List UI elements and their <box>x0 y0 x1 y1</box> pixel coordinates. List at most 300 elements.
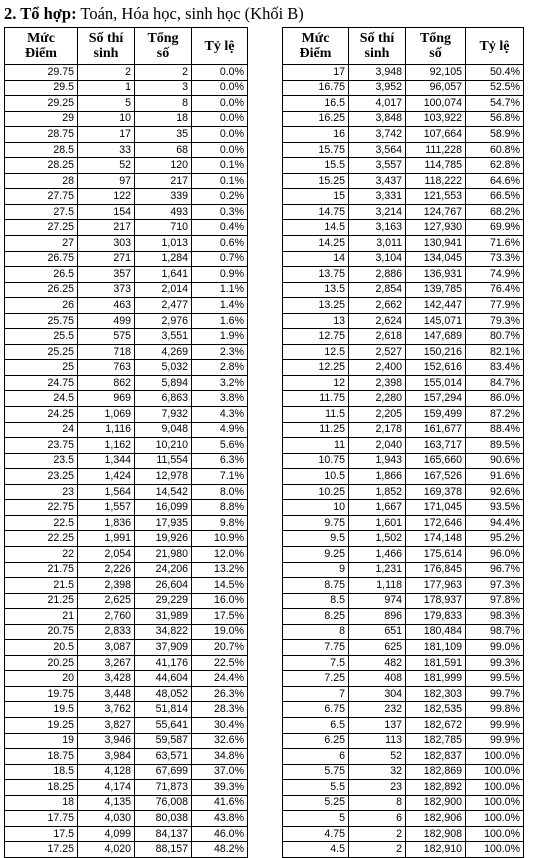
cell-total: 35 <box>135 127 192 143</box>
cell-count: 1,424 <box>78 469 135 485</box>
cell-score: 26.5 <box>5 267 78 283</box>
table-row <box>5 484 248 500</box>
table-row <box>283 655 524 671</box>
cell-ratio: 13.2% <box>192 562 248 578</box>
cell-score: 17 <box>283 65 349 81</box>
cell-score: 10.5 <box>283 469 349 485</box>
table-header-right <box>283 28 524 65</box>
cell-score: 28 <box>5 173 78 189</box>
cell-score: 6 <box>283 749 349 765</box>
table-row <box>5 344 248 360</box>
cell-count: 1,667 <box>349 500 406 516</box>
cell-total: 84,137 <box>135 826 192 842</box>
cell-count: 1,557 <box>78 500 135 516</box>
table-row <box>5 158 248 174</box>
table-row <box>5 795 248 811</box>
cell-ratio: 8.0% <box>192 484 248 500</box>
cell-count: 3,952 <box>349 80 406 96</box>
table-row <box>283 484 524 500</box>
cell-ratio: 6.3% <box>192 453 248 469</box>
cell-count: 1,991 <box>78 531 135 547</box>
cell-count: 17 <box>78 127 135 143</box>
cell-ratio: 100.0% <box>466 780 524 796</box>
cell-count: 2,205 <box>349 407 406 423</box>
cell-count: 625 <box>349 640 406 656</box>
cell-count: 4,099 <box>78 826 135 842</box>
cell-ratio: 99.9% <box>466 717 524 733</box>
section-title <box>4 3 304 25</box>
cell-score: 23.25 <box>5 469 78 485</box>
table-row <box>5 267 248 283</box>
cell-total: 24,206 <box>135 562 192 578</box>
cell-score: 21 <box>5 609 78 625</box>
cell-total: 17,935 <box>135 515 192 531</box>
cell-ratio: 0.1% <box>192 158 248 174</box>
cell-count: 97 <box>78 173 135 189</box>
cell-total: 182,303 <box>406 686 466 702</box>
cell-total: 182,785 <box>406 733 466 749</box>
cell-count: 5 <box>78 96 135 112</box>
cell-count: 3,557 <box>349 158 406 174</box>
cell-total: 55,641 <box>135 717 192 733</box>
cell-total: 118,222 <box>406 173 466 189</box>
cell-ratio: 89.5% <box>466 438 524 454</box>
cell-ratio: 98.3% <box>466 609 524 625</box>
cell-ratio: 100.0% <box>466 842 524 858</box>
cell-score: 16.5 <box>283 96 349 112</box>
table-row <box>283 158 524 174</box>
cell-ratio: 48.2% <box>192 842 248 858</box>
cell-score: 5.25 <box>283 795 349 811</box>
table-row <box>283 764 524 780</box>
cell-count: 4,135 <box>78 795 135 811</box>
table-row <box>5 391 248 407</box>
cell-ratio: 100.0% <box>466 811 524 827</box>
cell-score: 24.5 <box>5 391 78 407</box>
cell-count: 408 <box>349 671 406 687</box>
cell-score: 7.5 <box>283 655 349 671</box>
cell-total: 107,664 <box>406 127 466 143</box>
table-row <box>283 717 524 733</box>
cell-count: 2,226 <box>78 562 135 578</box>
cell-ratio: 100.0% <box>466 764 524 780</box>
cell-ratio: 22.5% <box>192 655 248 671</box>
section-title-prefix: 2. Tổ hợp: <box>4 4 77 23</box>
cell-total: 182,535 <box>406 702 466 718</box>
cell-total: 18 <box>135 111 192 127</box>
cell-score: 27.25 <box>5 220 78 236</box>
cell-count: 2,398 <box>349 375 406 391</box>
cell-score: 18.5 <box>5 764 78 780</box>
cell-total: 2,477 <box>135 298 192 314</box>
cell-total: 51,814 <box>135 702 192 718</box>
cell-total: 150,216 <box>406 344 466 360</box>
cell-ratio: 0.3% <box>192 204 248 220</box>
cell-score: 29.5 <box>5 80 78 96</box>
table-row <box>283 127 524 143</box>
cell-total: 1,284 <box>135 251 192 267</box>
cell-ratio: 32.6% <box>192 733 248 749</box>
cell-total: 339 <box>135 189 192 205</box>
table-row <box>283 65 524 81</box>
cell-total: 217 <box>135 173 192 189</box>
table-row <box>5 671 248 687</box>
cell-score: 29.25 <box>5 96 78 112</box>
table-row <box>283 111 524 127</box>
cell-count: 4,174 <box>78 780 135 796</box>
cell-count: 232 <box>349 702 406 718</box>
cell-total: 165,660 <box>406 453 466 469</box>
cell-total: 159,499 <box>406 407 466 423</box>
cell-score: 13.25 <box>283 298 349 314</box>
cell-total: 172,646 <box>406 515 466 531</box>
table-row <box>283 391 524 407</box>
cell-total: 5,032 <box>135 360 192 376</box>
cell-count: 8 <box>349 795 406 811</box>
cell-ratio: 99.0% <box>466 640 524 656</box>
cell-total: 103,922 <box>406 111 466 127</box>
cell-score: 21.5 <box>5 578 78 594</box>
cell-ratio: 52.5% <box>466 80 524 96</box>
cell-total: 71,873 <box>135 780 192 796</box>
cell-total: 92,105 <box>406 65 466 81</box>
cell-ratio: 79.3% <box>466 313 524 329</box>
cell-ratio: 26.3% <box>192 686 248 702</box>
table-row <box>283 671 524 687</box>
cell-count: 2,833 <box>78 624 135 640</box>
cell-ratio: 71.6% <box>466 236 524 252</box>
table-row <box>5 220 248 236</box>
cell-total: 111,228 <box>406 142 466 158</box>
cell-ratio: 46.0% <box>192 826 248 842</box>
cell-total: 67,699 <box>135 764 192 780</box>
cell-ratio: 0.9% <box>192 267 248 283</box>
cell-total: 182,869 <box>406 764 466 780</box>
table-row <box>5 640 248 656</box>
cell-score: 12 <box>283 375 349 391</box>
cell-score: 19 <box>5 733 78 749</box>
table-row <box>5 65 248 81</box>
cell-ratio: 3.8% <box>192 391 248 407</box>
table-row <box>283 702 524 718</box>
cell-ratio: 80.7% <box>466 329 524 345</box>
table-row <box>5 407 248 423</box>
cell-ratio: 1.4% <box>192 298 248 314</box>
cell-score: 23.5 <box>5 453 78 469</box>
cell-count: 1,162 <box>78 438 135 454</box>
cell-ratio: 0.0% <box>192 65 248 81</box>
cell-total: 96,057 <box>406 80 466 96</box>
cell-total: 145,071 <box>406 313 466 329</box>
cell-score: 7.25 <box>283 671 349 687</box>
cell-ratio: 99.8% <box>466 702 524 718</box>
table-row <box>283 360 524 376</box>
cell-ratio: 41.6% <box>192 795 248 811</box>
table-row <box>5 298 248 314</box>
cell-total: 2 <box>135 65 192 81</box>
cell-ratio: 0.1% <box>192 173 248 189</box>
cell-count: 33 <box>78 142 135 158</box>
cell-total: 124,767 <box>406 204 466 220</box>
cell-count: 2 <box>78 65 135 81</box>
cell-ratio: 96.0% <box>466 546 524 562</box>
cell-score: 19.75 <box>5 686 78 702</box>
cell-score: 12.5 <box>283 344 349 360</box>
table-row <box>5 609 248 625</box>
cell-total: 100,074 <box>406 96 466 112</box>
cell-count: 1 <box>78 80 135 96</box>
table-row <box>283 173 524 189</box>
cell-ratio: 58.9% <box>466 127 524 143</box>
cell-score: 4.5 <box>283 842 349 858</box>
header-total: Tổng số <box>406 28 466 65</box>
cell-count: 6 <box>349 811 406 827</box>
cell-score: 23.75 <box>5 438 78 454</box>
cell-ratio: 84.7% <box>466 375 524 391</box>
cell-total: 63,571 <box>135 749 192 765</box>
cell-count: 3,163 <box>349 220 406 236</box>
table-row <box>283 733 524 749</box>
cell-count: 1,836 <box>78 515 135 531</box>
cell-ratio: 76.4% <box>466 282 524 298</box>
cell-total: 21,980 <box>135 546 192 562</box>
cell-score: 19.25 <box>5 717 78 733</box>
cell-total: 142,447 <box>406 298 466 314</box>
cell-total: 171,045 <box>406 500 466 516</box>
cell-count: 304 <box>349 686 406 702</box>
score-table-left <box>4 27 248 858</box>
cell-score: 25.5 <box>5 329 78 345</box>
cell-ratio: 0.0% <box>192 127 248 143</box>
cell-score: 18.75 <box>5 749 78 765</box>
table-row <box>283 313 524 329</box>
cell-ratio: 95.2% <box>466 531 524 547</box>
table-row <box>283 80 524 96</box>
table-row <box>5 717 248 733</box>
cell-score: 7.75 <box>283 640 349 656</box>
cell-total: 48,052 <box>135 686 192 702</box>
table-row <box>5 593 248 609</box>
cell-count: 2,854 <box>349 282 406 298</box>
cell-count: 2 <box>349 842 406 858</box>
cell-score: 24.75 <box>5 375 78 391</box>
cell-total: 157,294 <box>406 391 466 407</box>
table-row <box>5 204 248 220</box>
cell-total: 179,833 <box>406 609 466 625</box>
cell-total: 182,906 <box>406 811 466 827</box>
table-row <box>5 251 248 267</box>
cell-score: 29.75 <box>5 65 78 81</box>
cell-count: 113 <box>349 733 406 749</box>
cell-ratio: 100.0% <box>466 749 524 765</box>
cell-count: 2,178 <box>349 422 406 438</box>
cell-count: 3,984 <box>78 749 135 765</box>
cell-score: 18.25 <box>5 780 78 796</box>
cell-ratio: 0.4% <box>192 220 248 236</box>
cell-score: 14.5 <box>283 220 349 236</box>
cell-count: 271 <box>78 251 135 267</box>
cell-total: 5,894 <box>135 375 192 391</box>
cell-count: 217 <box>78 220 135 236</box>
cell-count: 52 <box>78 158 135 174</box>
cell-ratio: 88.4% <box>466 422 524 438</box>
cell-count: 969 <box>78 391 135 407</box>
cell-count: 2,662 <box>349 298 406 314</box>
table-row <box>283 593 524 609</box>
cell-total: 16,099 <box>135 500 192 516</box>
table-row <box>5 764 248 780</box>
cell-ratio: 97.8% <box>466 593 524 609</box>
cell-total: 10,210 <box>135 438 192 454</box>
table-row <box>283 546 524 562</box>
table-row <box>283 500 524 516</box>
cell-ratio: 19.0% <box>192 624 248 640</box>
table-row <box>5 686 248 702</box>
cell-count: 2,280 <box>349 391 406 407</box>
cell-count: 3,011 <box>349 236 406 252</box>
cell-ratio: 37.0% <box>192 764 248 780</box>
cell-total: 181,591 <box>406 655 466 671</box>
cell-total: 180,484 <box>406 624 466 640</box>
cell-count: 3,104 <box>349 251 406 267</box>
cell-score: 27.75 <box>5 189 78 205</box>
cell-ratio: 92.6% <box>466 484 524 500</box>
table-row <box>283 780 524 796</box>
cell-score: 24 <box>5 422 78 438</box>
cell-ratio: 97.3% <box>466 578 524 594</box>
cell-total: 136,931 <box>406 267 466 283</box>
cell-count: 763 <box>78 360 135 376</box>
table-row <box>283 96 524 112</box>
cell-ratio: 34.8% <box>192 749 248 765</box>
cell-ratio: 9.8% <box>192 515 248 531</box>
cell-ratio: 0.7% <box>192 251 248 267</box>
cell-score: 21.25 <box>5 593 78 609</box>
table-row <box>5 655 248 671</box>
cell-count: 4,020 <box>78 842 135 858</box>
cell-count: 357 <box>78 267 135 283</box>
cell-count: 3,267 <box>78 655 135 671</box>
table-row <box>5 469 248 485</box>
cell-count: 2,527 <box>349 344 406 360</box>
table-row <box>283 329 524 345</box>
table-row <box>283 282 524 298</box>
cell-count: 154 <box>78 204 135 220</box>
cell-score: 20.75 <box>5 624 78 640</box>
cell-score: 22.75 <box>5 500 78 516</box>
table-row <box>5 624 248 640</box>
cell-score: 4.75 <box>283 826 349 842</box>
cell-total: 182,910 <box>406 842 466 858</box>
section-title-text: Toán, Hóa học, sinh học (Khối B) <box>76 4 304 23</box>
cell-ratio: 96.7% <box>466 562 524 578</box>
cell-count: 2,054 <box>78 546 135 562</box>
table-row <box>283 531 524 547</box>
cell-ratio: 82.1% <box>466 344 524 360</box>
cell-score: 26.25 <box>5 282 78 298</box>
table-row <box>5 546 248 562</box>
score-table-right <box>282 27 524 858</box>
cell-score: 11 <box>283 438 349 454</box>
table-row <box>283 438 524 454</box>
cell-count: 2,625 <box>78 593 135 609</box>
cell-total: 114,785 <box>406 158 466 174</box>
cell-score: 22 <box>5 546 78 562</box>
table-row <box>5 111 248 127</box>
table-row <box>283 609 524 625</box>
table-row <box>283 469 524 485</box>
cell-count: 1,116 <box>78 422 135 438</box>
cell-score: 20 <box>5 671 78 687</box>
cell-count: 499 <box>78 313 135 329</box>
cell-total: 8 <box>135 96 192 112</box>
cell-total: 182,908 <box>406 826 466 842</box>
cell-ratio: 90.6% <box>466 453 524 469</box>
table-row <box>5 360 248 376</box>
table-row <box>5 329 248 345</box>
cell-count: 3,437 <box>349 173 406 189</box>
cell-count: 1,231 <box>349 562 406 578</box>
cell-ratio: 4.9% <box>192 422 248 438</box>
cell-total: 31,989 <box>135 609 192 625</box>
table-row <box>283 826 524 842</box>
cell-score: 17.25 <box>5 842 78 858</box>
cell-ratio: 8.8% <box>192 500 248 516</box>
cell-count: 2,624 <box>349 313 406 329</box>
cell-score: 5.5 <box>283 780 349 796</box>
table-row <box>5 142 248 158</box>
cell-score: 8 <box>283 624 349 640</box>
table-row <box>283 298 524 314</box>
cell-total: 163,717 <box>406 438 466 454</box>
table-row <box>5 375 248 391</box>
cell-count: 2,618 <box>349 329 406 345</box>
cell-ratio: 5.6% <box>192 438 248 454</box>
cell-score: 17.5 <box>5 826 78 842</box>
cell-ratio: 98.7% <box>466 624 524 640</box>
cell-ratio: 1.9% <box>192 329 248 345</box>
cell-score: 8.25 <box>283 609 349 625</box>
table-row <box>283 204 524 220</box>
cell-ratio: 99.9% <box>466 733 524 749</box>
cell-ratio: 17.5% <box>192 609 248 625</box>
cell-count: 2,040 <box>349 438 406 454</box>
cell-score: 15 <box>283 189 349 205</box>
cell-total: 1,641 <box>135 267 192 283</box>
cell-score: 5.75 <box>283 764 349 780</box>
cell-count: 862 <box>78 375 135 391</box>
table-row <box>283 842 524 858</box>
cell-ratio: 74.9% <box>466 267 524 283</box>
cell-ratio: 54.7% <box>466 96 524 112</box>
cell-total: 88,157 <box>135 842 192 858</box>
cell-total: 7,932 <box>135 407 192 423</box>
cell-total: 167,526 <box>406 469 466 485</box>
cell-ratio: 66.5% <box>466 189 524 205</box>
cell-total: 14,542 <box>135 484 192 500</box>
cell-total: 44,604 <box>135 671 192 687</box>
cell-count: 3,428 <box>78 671 135 687</box>
table-row <box>5 826 248 842</box>
cell-ratio: 0.0% <box>192 80 248 96</box>
cell-total: 493 <box>135 204 192 220</box>
cell-count: 4,017 <box>349 96 406 112</box>
cell-count: 3,946 <box>78 733 135 749</box>
cell-total: 175,614 <box>406 546 466 562</box>
table-row <box>5 562 248 578</box>
cell-score: 17.75 <box>5 811 78 827</box>
cell-score: 20.25 <box>5 655 78 671</box>
